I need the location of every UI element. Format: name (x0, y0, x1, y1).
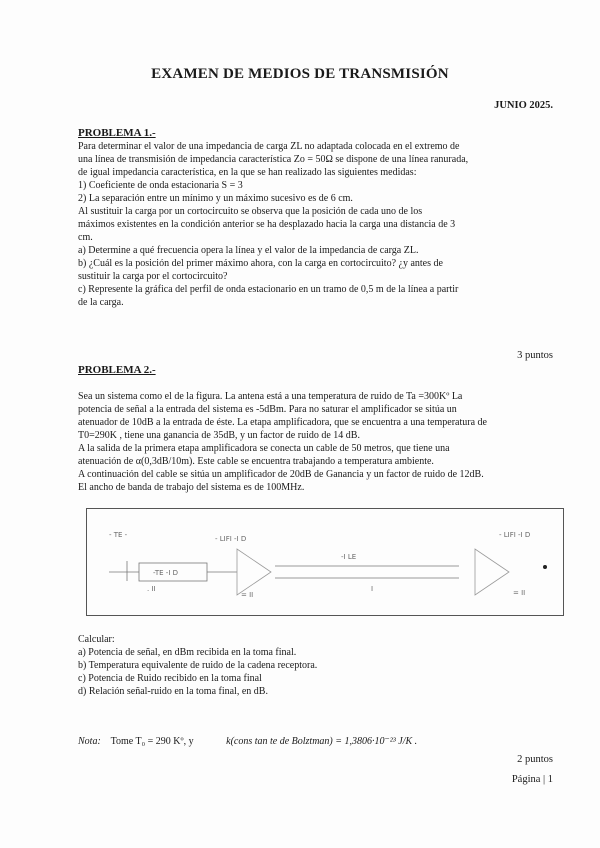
problem-1-line: Al sustituir la carga por un cortocircuito se observa que la posición de cada uno de los (78, 206, 423, 217)
problem-1-line: b) ¿Cuál es la posición del primer máximo ahora, con la carga en cortocircuito? ¿y antes de (78, 258, 443, 269)
calc-heading: Calcular: (78, 634, 115, 645)
problem-1-line: 2) La separación entre un mínimo y un máximo sucesivo es de 6 cm. (78, 193, 353, 204)
problem-2-line: A continuación del cable se sitúa un amplificador de 20dB de Ganancia y un factor de ruido de 12dB. (78, 469, 484, 480)
problem-2-line: T0=290K , tiene una ganancia de 35dB, y un factor de ruido de 14 dB. (78, 430, 360, 441)
output-tap-dot (543, 565, 547, 569)
problem-1-line: sustituir la carga por el cortocircuito? (78, 271, 228, 282)
amplifier-2-sublabel: = II (513, 589, 526, 597)
problem-2-line: atenuador de 10dB a la entrada de éste. La etapa amplificadora, que se encuentra a una temperatura de (78, 417, 487, 428)
nota-text: Tome T₀ = 290 Kº, y (110, 736, 194, 747)
problem-1-line: a) Determine a qué frecuencia opera la línea y el valor de la impedancia de carga ZL. (78, 245, 419, 256)
calc-item: d) Relación señal-ruido en la toma final, en dB. (78, 686, 268, 697)
problem-1-line: de igual impedancia característica, en la que se han realizado las siguientes medidas: (78, 167, 417, 178)
amplifier-1-label: - LIFI -I D (215, 535, 247, 543)
problem-1-body (78, 140, 553, 309)
nota-label: Nota: (78, 736, 101, 747)
calc-item: c) Potencia de Ruido recibido en la toma final (78, 673, 262, 684)
problem-1-line: una línea de transmisión de impedancia característica Zo = 50Ω se dispone de una línea ranurada, (78, 154, 469, 165)
problem-2-heading: PROBLEMA 2.- (78, 364, 156, 376)
system-diagram (86, 508, 564, 616)
problem-1-line: máximos existentes en la condición anterior se ha desplazado hacia la carga una distancia de 3 (78, 219, 456, 230)
problem-2-line: potencia de señal a la entrada del sistema es -5dBm. Para no saturar el amplificador se sitúa un (78, 404, 457, 415)
amplifier-2-label: - LIFI -I D (499, 531, 531, 539)
amplifier-1-symbol (237, 549, 271, 595)
problem-1-heading: PROBLEMA 1.- (78, 127, 156, 139)
problem-2-line: El ancho de banda de trabajo del sistema es de 100MHz. (78, 482, 305, 493)
problem-2-points: 2 puntos (517, 754, 553, 765)
problem-2-line: A la salida de la primera etapa amplificadora se conecta un cable de 50 metros, que tiene una (78, 443, 450, 454)
problem-2-body (78, 390, 553, 494)
problem-1-line: c) Represente la gráfica del perfil de onda estacionario en un tramo de 0,5 m de la línea a partir (78, 284, 459, 295)
amplifier-1-sublabel: = II (241, 591, 254, 599)
amplifier-2-symbol (475, 549, 509, 595)
problem-2-line: atenuación de α(0,3dB/10m). Este cable se encuentra trabajando a temperatura ambiente. (78, 456, 434, 467)
attenuator-label: -TE -I D (153, 569, 179, 577)
calc-section (78, 633, 553, 698)
problem-2-line: Sea un sistema como el de la figura. La antena está a una temperatura de ruido de Ta =300Kº La (78, 391, 463, 402)
problem-1-line: de la carga. (78, 297, 124, 308)
attenuator-sublabel: . II (147, 585, 156, 593)
problem-1-points: 3 puntos (517, 350, 553, 361)
problem-1-line: Para determinar el valor de una impedancia de carga ZL no adaptada colocada en el extremo de (78, 141, 460, 152)
page-number: Página | 1 (511, 774, 553, 785)
exam-title: EXAMEN DE MEDIOS DE TRANSMISIÓN (151, 66, 449, 82)
problem-1-line: cm. (78, 232, 93, 243)
exam-date: JUNIO 2025. (494, 100, 553, 111)
cable-label: -I LE (341, 553, 357, 561)
system-diagram-svg (87, 509, 565, 617)
problem-1-line: 1) Coeficiente de onda estacionaria S = 3 (78, 180, 243, 191)
antenna-label: - TE - (109, 531, 128, 539)
calc-item: b) Temperatura equivalente de ruido de la cadena receptora. (78, 660, 318, 671)
cable-sublabel: I (371, 585, 374, 593)
boltzmann-formula: k(cons tan te de Bolztman) = 1,3806·10⁻²³ J/K . (226, 736, 418, 747)
calc-item: a) Potencia de señal, en dBm recibida en la toma final. (78, 647, 297, 658)
nota-line (78, 736, 417, 747)
